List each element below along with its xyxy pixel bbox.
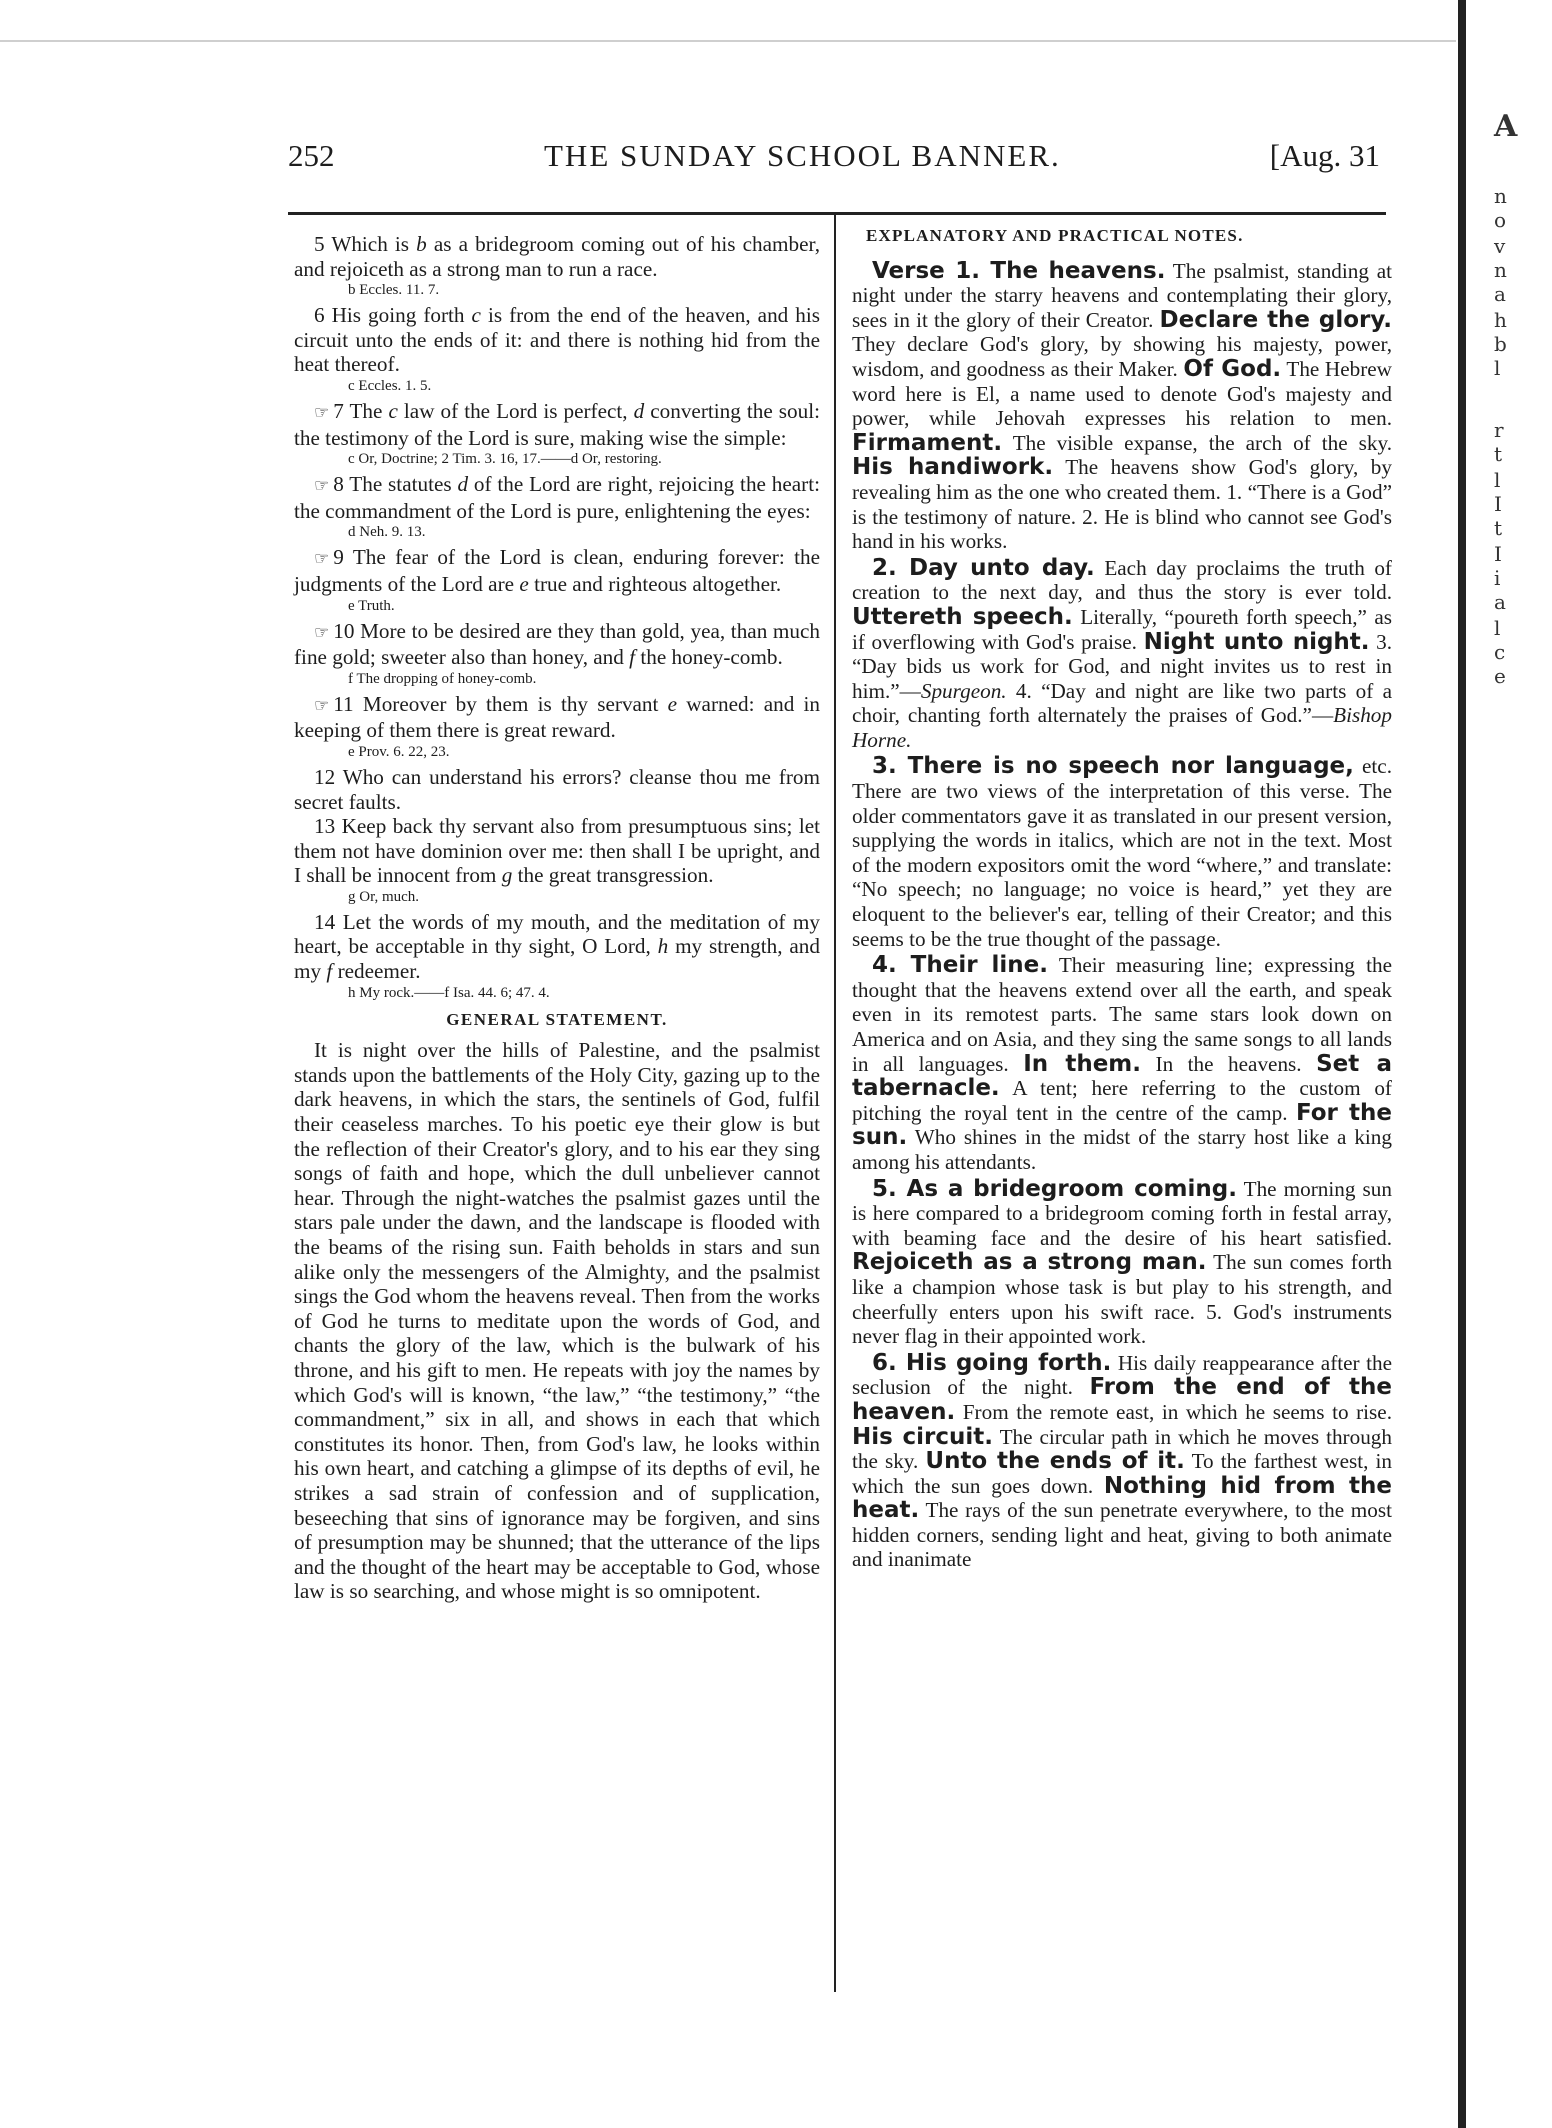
note-verse-5: 5. As a bridegroom coming. The morning sun is here compared to a bridegroom coming forth in festal array, with beaming face and the desire of his heart satisfied. Rejoiceth as a strong man. The sun comes forth like a champion whose task is but play to his strength, and cheerfully enters upon his swift race. 5. God's instruments never flag in their appointed work.	[852, 1175, 1392, 1349]
verse-8: ☞ 8 The statutes d of the Lord are right, rejoicing the heart: the commandment of the Lord is pure, enlightening the eyes:	[294, 472, 820, 523]
edge-fragment: b	[1494, 332, 1507, 356]
edge-fragment: r	[1494, 418, 1504, 442]
edge-fragment: t	[1494, 442, 1503, 466]
edge-fragment: v	[1494, 234, 1506, 258]
adjacent-page-edge	[1458, 0, 1552, 2128]
edge-fragment: a	[1494, 590, 1506, 614]
note-verse-6: 6. His going forth. His daily reappearance after the seclusion of the night. From the end of the heaven. From the remote east, in which he seems to rise. His circuit. The circular path in which he moves through the sky. Unto the ends of it. To the farthest west, in which the sun goes down. Nothing hid from the heat. The rays of the sun penetrate everywhere, to the most hidden corners, sending light and heat, giving to both animate and inanimate	[852, 1349, 1393, 1572]
edge-fragment: n	[1494, 184, 1507, 208]
pointing-hand-icon: ☞	[314, 476, 330, 496]
pointing-hand-icon: ☞	[314, 402, 330, 422]
footnote-h: h My rock.——f Isa. 44. 6; 47. 4.	[348, 984, 550, 1001]
verse-9: ☞ 9 The fear of the Lord is clean, enduring forever: the judgments of the Lord are e true and righteous altogether.	[294, 545, 820, 596]
edge-fragment: l	[1494, 356, 1501, 380]
footnote-f: f The dropping of honey-comb.	[348, 670, 537, 687]
edge-fragment: h	[1494, 308, 1507, 332]
journal-title: THE SUNDAY SCHOOL BANNER.	[544, 138, 1061, 173]
footnote-b: b Eccles. 11. 7.	[348, 282, 440, 299]
pointing-hand-icon: ☞	[314, 622, 330, 642]
book-gutter	[1458, 0, 1466, 2128]
general-statement-text: It is night over the hills of Palestine, and the psalmist stands upon the battlements of the Holy City, gazing up to the dark heavens, in which the stars, the sentinels of God, fulfil their ceaseless marches. To his poetic eye their glow is but the reflection of their Creator's glory, and to his ear they sing songs of faith and hope, which the dull unbeliever cannot hear. Through the night-watches the psalmist gazes until the stars pale under the dawn, and the landscape is flooded with the beams of the rising sun. Faith beholds in stars and sun alike only the messengers of the Almighty, and the psalmist sings the God whom the heavens reveal. Then from the works of God he turns to meditate upon the words of God, and chants the glory of the law, which is the bulwark of his throne, and his gift to men. He repeats with joy the names by which God's will is known, “the law,” “the testimony,” “the commandment,” six in all, and shows in each that which constitutes its honor. Then, from God's law, he looks within his own heart, and catching a glimpse of its depths of evil, he strikes a sad strain of confession and of supplication, beseeching that sins of ignorance may be forgiven, and sins of presumption may be shunned; that the utterance of the lips and the thought of the heart may be acceptable to God, whose law is so searching, and whose might is so omnipotent.	[294, 1038, 820, 1604]
column-divider	[834, 212, 836, 1992]
edge-fragment: c	[1494, 640, 1506, 664]
right-column	[852, 224, 1392, 1572]
note-verse-3: 3. There is no speech nor language, etc. There are two views of the interpretation of this verse. The older commentators gave it as translated in our present version, supplying the words in italics, which are not in the text. Most of the modern expositors omit the word “where,” and translate: “No speech; no language; no voice is heard,” yet they are eloquent to the believer's ear, telling of their Creator; and this seems to be the true thought of the passage.	[852, 753, 1393, 951]
notes-heading: EXPLANATORY AND PRACTICAL NOTES.	[866, 226, 1244, 245]
verse-5: 5 Which is b as a bridegroom coming out of his chamber, and rejoiceth as a strong man to run a race.	[294, 232, 820, 281]
running-header	[288, 138, 1380, 182]
verse-6: 6 His going forth c is from the end of the heaven, and his circuit unto the ends of it: and there is nothing hid from the heat thereof.	[294, 303, 820, 377]
note-verse-1: Verse 1. The heavens. The psalmist, standing at night under the starry heavens and contemplating their glory, sees in it the glory of their Creator. Declare the glory. They declare God's glory, by showing his majesty, power, wisdom, and goodness as their Maker. Of God. The Hebrew word here is El, a name used to denote God's majesty and power, while Jehovah expresses his relation to men. Firmament. The visible expanse, the arch of the sky. His handiwork. The heavens show God's glory, by revealing him as the one who created them. 1. “There is a God” is the testimony of nature. 2. He is blind who cannot see God's hand in his works.	[852, 257, 1393, 554]
verse-12: 12 Who can understand his errors? cleanse thou me from secret faults.	[294, 764, 820, 814]
verse-14: 14 Let the words of my mouth, and the meditation of my heart, be acceptable in thy sight, O Lord, h my strength, and my f redeemer.	[294, 909, 820, 984]
page-top-edge	[0, 40, 1456, 42]
edge-fragment: a	[1494, 282, 1506, 306]
issue-date: [Aug. 31	[1269, 138, 1380, 173]
pointing-hand-icon: ☞	[314, 549, 330, 569]
edge-fragment: o	[1494, 208, 1507, 232]
edge-fragment: I	[1494, 492, 1502, 516]
edge-fragment: I	[1494, 542, 1502, 566]
edge-fragment: t	[1494, 516, 1503, 540]
edge-fragment: e	[1494, 664, 1506, 688]
edge-fragment: n	[1494, 258, 1507, 282]
general-statement-heading: GENERAL STATEMENT.	[446, 1009, 668, 1029]
footnote-e2: e Prov. 6. 22, 23.	[348, 743, 450, 760]
edge-fragment: i	[1494, 566, 1501, 590]
page-number: 252	[288, 138, 335, 173]
verse-10: ☞ 10 More to be desired are they than gold, yea, than much fine gold; sweeter also than honey, and f the honey-comb.	[294, 618, 820, 670]
footnote-e: e Truth.	[348, 597, 395, 614]
footnote-c-d: c Or, Doctrine; 2 Tim. 3. 16, 17.——d Or, restoring.	[348, 451, 662, 468]
footnote-d: d Neh. 9. 13.	[348, 524, 426, 541]
edge-fragment: l	[1494, 616, 1501, 640]
note-verse-2: 2. Day unto day. Each day proclaims the truth of creation to the next day, and thus the story is ever told. Uttereth speech. Literally, “poureth forth speech,” as if overflowing with God's praise. Night unto night. 3. “Day bids us work for God, and night invites us to rest in him.”—Spurgeon. 4. “Day and night are like two parts of a choir, chanting forth alternately the praises of God.”—Bishop Horne.	[852, 554, 1393, 752]
left-column	[294, 232, 820, 1604]
pointing-hand-icon: ☞	[314, 695, 330, 715]
footnote-c: c Eccles. 1. 5.	[348, 377, 432, 394]
edge-fragment: A	[1494, 109, 1518, 144]
note-verse-4: 4. Their line. Their measuring line; expressing the thought that the heavens extend over all the earth, and speak even in its remotest parts. The same stars look down on America and on Asia, and they sing the same songs to all lands in all languages. In them. In the heavens. Set a tabernacle. A tent; here referring to the custom of pitching the royal tent in the centre of the camp. For the sun. Who shines in the midst of the starry host like a king among his attendants.	[852, 952, 1393, 1174]
verse-7: ☞ 7 The c law of the Lord is perfect, d converting the soul: the testimony of the Lord is sure, making wise the simple:	[294, 398, 821, 450]
header-rule	[288, 212, 1386, 215]
verse-11: ☞ 11 Moreover by them is thy servant e warned: and in keeping of them there is great reward.	[294, 691, 820, 743]
verse-13: 13 Keep back thy servant also from presumptuous sins; let them not have dominion over me: then shall I be upright, and I shall be innocent from g the great transgression.	[294, 814, 820, 888]
footnote-g: g Or, much.	[348, 888, 420, 905]
edge-fragment: l	[1494, 468, 1501, 492]
